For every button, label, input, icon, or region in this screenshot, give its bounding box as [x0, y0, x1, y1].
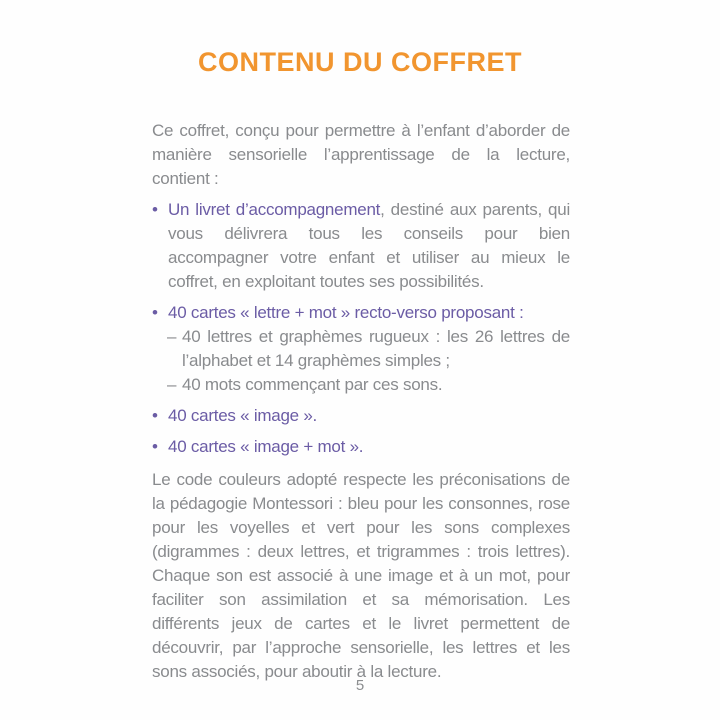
bullet-text [168, 301, 570, 325]
bullet-text [168, 435, 570, 459]
bullet-icon: • [152, 200, 158, 219]
list-item [152, 198, 570, 294]
page-content [152, 119, 570, 684]
closing-paragraph: Le code couleurs adopté respecte les préconisations de la pédagogie Montessori : bleu pour les consonnes, rose pour les voyelles et vert pour les sons complexes (digrammes : deux lettres, et trigrammes : trois lettres). Chaque son est associé à une image et à un mot, pour faciliter son assimilation et sa mémorisation. Les différents jeux de cartes et le livret permettent de découvrir, par l’approche sensorielle, les lettres et les sons associés, pour aboutir à la lecture. [152, 470, 570, 681]
dash-icon: – [167, 375, 177, 394]
bullet-lead: Un livret d’accompagnement [168, 200, 381, 219]
bullet-text [168, 198, 570, 294]
sub-item-text: 40 lettres et graphèmes rugueux : les 26 lettres de l’alphabet et 14 graphèmes simples ; [182, 327, 570, 370]
bullet-lead: 40 cartes « lettre + mot » recto-verso proposant : [168, 303, 524, 322]
list-item [152, 435, 570, 459]
list-item [152, 404, 570, 428]
dash-icon: – [167, 327, 177, 346]
bullet-lead: 40 cartes « image + mot ». [168, 437, 364, 456]
bullet-icon: • [152, 437, 158, 456]
bullet-list [152, 198, 570, 459]
page-number: 5 [355, 677, 365, 694]
bullet-text [168, 404, 570, 428]
bullet-icon: • [152, 406, 158, 425]
list-item [152, 301, 570, 325]
page-title: CONTENU DU COFFRET [198, 47, 522, 77]
bullet-rest: , destiné aux parents, qui vous délivrera tous les conseils pour bien accompagner votre enfant et utiliser au mieux le coffret, en exploitant toutes ses possibilités. [168, 200, 570, 291]
sub-item-text: 40 mots commençant par ces sons. [182, 375, 443, 394]
sub-list-item [167, 373, 570, 397]
intro-paragraph: Ce coffret, conçu pour permettre à l’enfant d’aborder de manière sensorielle l’apprentissage de la lecture, contient : [152, 121, 570, 188]
sub-list-item [167, 325, 570, 373]
bullet-icon: • [152, 303, 158, 322]
bullet-lead: 40 cartes « image ». [168, 406, 318, 425]
